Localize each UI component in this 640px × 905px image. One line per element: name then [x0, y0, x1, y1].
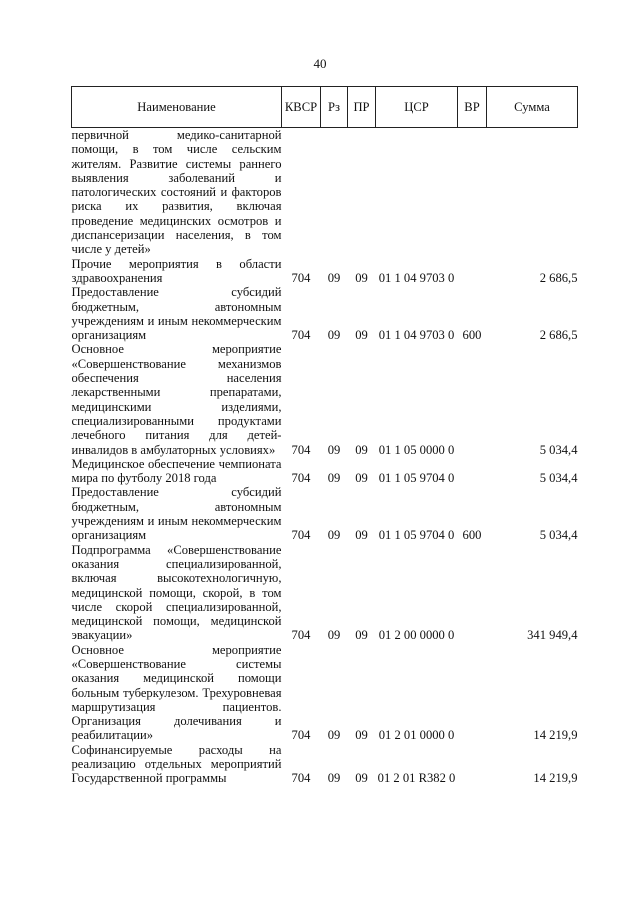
row-sum: 14 219,9	[533, 771, 578, 786]
row-vr	[458, 257, 487, 286]
row-pr: 09	[355, 728, 368, 743]
row-rz	[321, 128, 348, 257]
row-sum: 2 686,5	[539, 270, 578, 285]
header-sum: Сумма	[487, 87, 578, 128]
row-pr: 09	[355, 471, 368, 486]
row-csr: 01 1 04 9703 0	[378, 270, 455, 285]
row-sum	[487, 128, 578, 257]
row-name: Предоставление субсидий бюджетным, автономным учреждениям и иным некоммерческим организациям	[71, 485, 282, 543]
row-name: Софинансируемые расходы на реализацию отдельных мероприятий Государственной программы	[71, 742, 282, 786]
row-kvsr: 704	[291, 628, 311, 643]
row-vr	[458, 128, 487, 257]
table-row	[72, 257, 578, 286]
row-pr: 09	[355, 328, 368, 343]
row-csr: 01 2 01 R382 0	[377, 771, 456, 786]
row-sum: 341 949,4	[527, 628, 578, 643]
row-pr	[348, 128, 376, 257]
row-name: Медицинское обеспечение чемпионата мира по футболу 2018 года	[71, 456, 282, 486]
row-sum: 2 686,5	[539, 328, 578, 343]
table-row	[72, 643, 578, 743]
row-csr: 01 1 05 0000 0	[378, 442, 455, 457]
table-row	[72, 485, 578, 542]
row-vr: 600	[462, 528, 482, 543]
row-kvsr: 704	[291, 771, 311, 786]
row-rz: 09	[327, 471, 341, 486]
row-vr	[458, 457, 487, 486]
row-name: Предоставление субсидий бюджетным, автономным учреждениям и иным некоммерческим организациям	[71, 285, 282, 343]
row-rz: 09	[327, 442, 341, 457]
table-row	[72, 342, 578, 456]
row-rz: 09	[327, 628, 341, 643]
header-pr: ПР	[348, 87, 376, 128]
row-csr: 01 1 05 9704 0	[378, 471, 455, 486]
table-row	[72, 285, 578, 342]
row-csr: 01 2 01 0000 0	[378, 728, 455, 743]
row-name: первичной медико-санитарной помощи, в том числе сельским жителям. Развитие системы раннего выявления заболеваний и патологических состояний и факторов риска их развития, включая проведение медицинских осмотров и диспансеризации населения, в том числе у детей»	[71, 128, 282, 257]
row-pr: 09	[355, 442, 368, 457]
row-sum: 14 219,9	[533, 728, 578, 743]
row-csr: 01 1 05 9704 0	[378, 528, 455, 543]
row-csr: 01 1 04 9703 0	[378, 328, 455, 343]
table-row	[72, 743, 578, 786]
header-kvsr: КВСР	[282, 87, 321, 128]
row-kvsr: 704	[291, 328, 311, 343]
row-vr	[458, 543, 487, 643]
row-pr: 09	[355, 270, 368, 285]
row-sum: 5 034,4	[539, 471, 578, 486]
header-name: Наименование	[72, 87, 282, 128]
row-vr	[458, 643, 487, 743]
row-vr	[458, 342, 487, 456]
row-kvsr: 704	[291, 270, 311, 285]
header-rz: Рз	[321, 87, 348, 128]
header-csr: ЦСР	[376, 87, 458, 128]
row-pr: 09	[355, 628, 368, 643]
row-kvsr: 704	[291, 471, 311, 486]
row-name: Прочие мероприятия в области здравоохранения	[71, 256, 282, 285]
table-header-row	[72, 87, 578, 128]
header-vr: ВР	[458, 87, 487, 128]
row-csr: 01 2 00 0000 0	[378, 628, 455, 643]
table-row	[72, 543, 578, 643]
row-rz: 09	[327, 771, 341, 786]
table-row	[72, 457, 578, 486]
row-name: Основное мероприятие «Совершенствование механизмов обеспечения населения лекарственными препаратами, медицинскими изделиями, специализированными продуктами лечебного питания для детей-инвалидов в амбулаторных условиях»	[71, 342, 282, 457]
row-pr: 09	[355, 771, 368, 786]
row-kvsr: 704	[291, 728, 311, 743]
row-name: Подпрограмма «Совершенствование оказания специализированной, включая высокотехнологичную, медицинской помощи, скорой, в том числе скорой специализированной, медицинской помощи, медицинской эвакуации»	[71, 542, 282, 643]
row-vr: 600	[462, 328, 482, 343]
row-rz: 09	[327, 728, 341, 743]
row-rz: 09	[327, 270, 341, 285]
budget-table	[71, 86, 578, 786]
row-sum: 5 034,4	[539, 528, 578, 543]
row-sum: 5 034,4	[539, 442, 578, 457]
row-kvsr: 704	[291, 528, 311, 543]
row-vr	[458, 743, 487, 786]
page-number: 40	[313, 56, 327, 71]
row-rz: 09	[327, 528, 341, 543]
row-name: Основное мероприятие «Совершенствование системы оказания медицинской помощи больным туберкулезом. Трехуровневая маршрутизация пациентов. Организация долечивания и реабилитации»	[71, 642, 282, 743]
row-csr	[376, 128, 458, 257]
row-kvsr	[282, 128, 321, 257]
row-kvsr: 704	[291, 442, 311, 457]
row-pr: 09	[355, 528, 368, 543]
table-row	[72, 128, 578, 257]
row-rz: 09	[327, 328, 341, 343]
